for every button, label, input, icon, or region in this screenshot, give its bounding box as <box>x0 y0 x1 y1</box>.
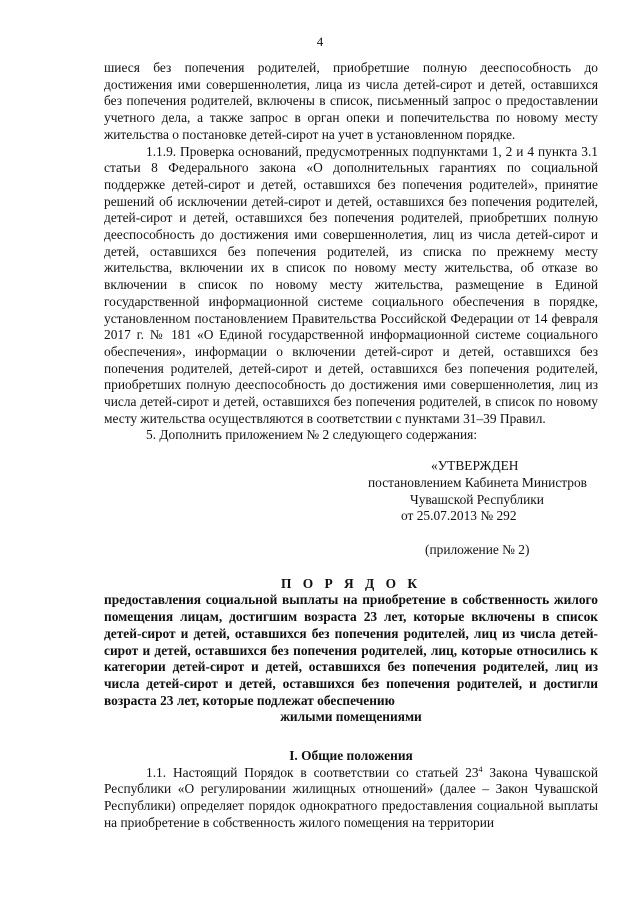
approval-line-2: постановлением Кабинета Министров <box>368 474 587 490</box>
approval-line-3: Чувашской Республики <box>410 491 544 507</box>
approval-line-1: «УТВЕРЖДЕН <box>431 458 519 474</box>
annex-label: (приложение № 2) <box>425 541 530 557</box>
document-subtitle <box>104 592 598 726</box>
section-heading: I. Общие положения <box>289 748 413 764</box>
paragraph-1-1-9: 1.1.9. Проверка оснований, предусмотренных подпунктами 1, 2 и 4 пункта 3.1 статьи 8 Федерального закона «О дополнительных гарантиях по социальной поддержке детей-сирот и детей, оставшихся без попечения родителей», принятие решений об исключении детей-сирот и детей, оставшихся без попечения родителей, детей-сирот и детей, оставшихся без попечения родителей, приобретших полную дееспособность до достижения ими совершеннолетия, лиц из числа детей-сирот и детей, оставшихся без попечения родителей, из списка по прежнему месту жительства, включении их в список по новому месту жительства, об отказе во включении в список по новому месту жительства, размещение в Единой государственной информационной системе социального обеспечения в порядке, установленном постановлением Правительства Российской Федерации от 14 февраля 2017 г. № 181 «О Единой государственной информационной системе социального обеспечения», информации о включении детей-сирот и детей, оставшихся без попечения родителей, детей-сирот и детей, оставшихся без попечения родителей, приобретших полную дееспособность до достижения ими совершеннолетия, лиц из числа детей-сирот и детей, оставшихся без попечения родителей, в список по новому месту жительства осуществляются в соответствии с пунктами 31–39 Правил. <box>104 143 598 426</box>
paragraph-1-1-rest: Закона Чувашской Республики «О регулировании жилищных отношений» (далее – Закон Чувашской Республики) определяет порядок однократного предоставления социальной выплаты на приобретение в собственность жилого помещения на территории <box>104 764 599 830</box>
article-superscript: 4 <box>478 764 483 774</box>
document-body <box>104 60 598 832</box>
document-title: П О Р Я Д О К <box>280 575 422 591</box>
paragraph-1-1-start: 1.1. Настоящий Порядок в соответствии со статьей 23 <box>146 764 479 780</box>
page-number: 4 <box>316 34 324 49</box>
paragraph-1-1 <box>104 765 598 832</box>
document-subtitle-main: предоставления социальной выплаты на приобретение в собственность жилого помещения лицам, достигшим возраста 23 лет, которые включены в список детей-сирот и детей, оставшихся без попечения родителей, лиц из числа детей-сирот и детей, оставшихся без попечения родителей, лиц, которые относились к категории детей-сирот и детей, оставшихся без попечения родителей, лиц из числа детей-сирот и детей, оставшихся без попечения родителей, и достигли возраста 23 лет, которые подлежат обеспечению <box>104 592 598 708</box>
document-subtitle-last: жилыми помещениями <box>280 709 422 725</box>
approval-line-4: от 25.07.2013 № 292 <box>401 508 517 524</box>
paragraph-continuation: шиеся без попечения родителей, приобретшие полную дееспособность до достижения ими совершеннолетия, лица из числа детей-сирот и детей, оставшихся без попечения родителей, включены в список, письменный запрос о предоставлении учетного дела, а также запрос в орган опеки и попечительства по новому месту жительства о постановке детей-сирот на учет в установленном порядке. <box>104 60 598 142</box>
paragraph-5: 5. Дополнить приложением № 2 следующего содержания: <box>146 427 478 443</box>
approval-block <box>104 458 598 525</box>
